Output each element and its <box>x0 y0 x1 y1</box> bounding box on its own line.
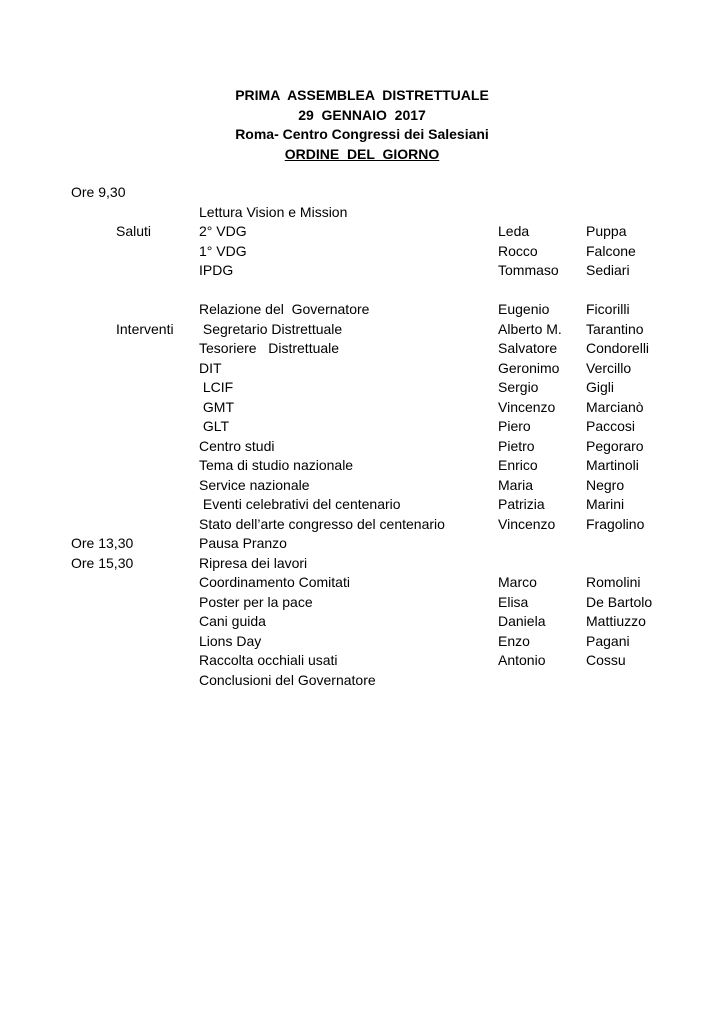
speaker-first-name: Pietro <box>498 437 535 454</box>
agenda-list <box>0 183 724 690</box>
agenda-row <box>0 203 724 223</box>
speaker-last-name: Pagani <box>586 632 630 649</box>
speaker-first-name: Marco <box>498 574 537 590</box>
agenda-row <box>0 417 724 437</box>
speaker-first-name: Salvatore <box>498 340 558 356</box>
speaker-first-name: Vincenzo <box>498 398 556 415</box>
agenda-row <box>0 515 724 535</box>
speaker-last-name: Falcone <box>586 242 636 259</box>
agenda-row <box>0 437 724 457</box>
speaker-first-name: Antonio <box>498 652 546 668</box>
agenda-row <box>0 398 724 418</box>
speaker-last-name: Tarantino <box>586 320 644 337</box>
speaker-first-name: Vincenzo <box>498 515 556 532</box>
agenda-time: Ore 15,30 <box>71 554 134 571</box>
agenda-item: Relazione del Governatore <box>199 301 370 317</box>
agenda-row <box>0 495 724 515</box>
speaker-last-name: Negro <box>586 476 625 493</box>
speaker-last-name: Gigli <box>586 379 615 395</box>
speaker-first-name: Enrico <box>498 457 538 473</box>
speaker-last-name: De Bartolo <box>586 593 653 610</box>
agenda-item: Stato dell’arte congresso del centenario <box>199 515 445 532</box>
agenda-heading: ORDINE DEL GIORNO <box>284 145 440 162</box>
assembly-date: 29 GENNAIO 2017 <box>298 106 426 123</box>
agenda-row <box>0 534 724 554</box>
agenda-row <box>0 671 724 691</box>
agenda-row <box>0 573 724 593</box>
agenda-row <box>0 359 724 379</box>
agenda-item: Poster per la pace <box>199 593 313 610</box>
speaker-first-name: Elisa <box>498 593 529 610</box>
speaker-last-name: Pegoraro <box>586 437 644 454</box>
speaker-first-name: Piero <box>498 418 531 434</box>
agenda-row <box>0 300 724 320</box>
agenda-item: Lions Day <box>199 632 262 649</box>
agenda-item: 2° VDG <box>199 223 247 239</box>
agenda-item: GLT <box>199 418 230 434</box>
agenda-row <box>0 554 724 574</box>
agenda-item: IPDG <box>199 262 234 278</box>
agenda-row <box>0 222 724 242</box>
document-header <box>0 86 724 164</box>
agenda-item: Lettura Vision e Mission <box>199 203 348 220</box>
agenda-item: Raccolta occhiali usati <box>199 652 338 668</box>
agenda-row <box>0 456 724 476</box>
agenda-item: Ripresa dei lavori <box>199 554 308 571</box>
agenda-row <box>0 593 724 613</box>
agenda-item: Segretario Distrettuale <box>199 320 343 337</box>
assembly-title: PRIMA ASSEMBLEA DISTRETTUALE <box>235 87 489 103</box>
speaker-first-name: Eugenio <box>498 301 550 317</box>
agenda-row <box>0 261 724 281</box>
speaker-first-name: Daniela <box>498 613 546 629</box>
speaker-last-name: Fragolino <box>586 515 645 532</box>
agenda-row <box>0 612 724 632</box>
agenda-row <box>0 183 724 203</box>
agenda-row <box>0 651 724 671</box>
agenda-time: Ore 9,30 <box>71 184 126 200</box>
speaker-last-name: Ficorilli <box>586 301 630 317</box>
speaker-last-name: Romolini <box>586 574 641 590</box>
agenda-item: GMT <box>199 398 234 415</box>
speaker-last-name: Sediari <box>586 262 630 278</box>
speaker-last-name: Marini <box>586 496 625 512</box>
assembly-venue: Roma- Centro Congressi dei Salesiani <box>235 126 489 142</box>
agenda-time: Ore 13,30 <box>71 535 134 551</box>
speaker-last-name: Mattiuzzo <box>586 613 646 629</box>
speaker-last-name: Cossu <box>586 652 626 668</box>
agenda-item: Tesoriere Distrettuale <box>199 340 340 356</box>
agenda-item: Pausa Pranzo <box>199 535 287 551</box>
speaker-last-name: Condorelli <box>586 340 650 356</box>
speaker-first-name: Rocco <box>498 242 538 259</box>
agenda-item: Coordinamento Comitati <box>199 574 350 590</box>
speaker-last-name: Puppa <box>586 223 627 239</box>
speaker-last-name: Paccosi <box>586 418 636 434</box>
speaker-first-name: Leda <box>498 223 530 239</box>
agenda-item: Eventi celebrativi del centenario <box>199 496 401 512</box>
speaker-last-name: Marcianò <box>586 398 644 415</box>
agenda-row <box>0 281 724 301</box>
agenda-item: Centro studi <box>199 437 275 454</box>
agenda-item: Tema di studio nazionale <box>199 457 354 473</box>
agenda-item: Conclusioni del Governatore <box>199 671 376 688</box>
agenda-row <box>0 339 724 359</box>
speaker-first-name: Sergio <box>498 379 539 395</box>
speaker-first-name: Alberto M. <box>498 320 562 337</box>
agenda-item: Service nazionale <box>199 476 310 493</box>
agenda-item: LCIF <box>199 379 234 395</box>
speaker-first-name: Geronimo <box>498 359 560 376</box>
speaker-first-name: Enzo <box>498 632 530 649</box>
agenda-row <box>0 632 724 652</box>
agenda-row <box>0 320 724 340</box>
speaker-first-name: Maria <box>498 476 534 493</box>
speaker-first-name: Tommaso <box>498 262 559 278</box>
speaker-first-name: Patrizia <box>498 496 545 512</box>
agenda-section: Saluti <box>116 223 152 239</box>
agenda-row <box>0 242 724 262</box>
agenda-section: Interventi <box>116 320 174 337</box>
speaker-last-name: Martinoli <box>586 457 639 473</box>
agenda-item: DIT <box>199 359 222 376</box>
agenda-row <box>0 476 724 496</box>
agenda-item: Cani guida <box>199 613 266 629</box>
agenda-row <box>0 378 724 398</box>
speaker-last-name: Vercillo <box>586 359 632 376</box>
agenda-item: 1° VDG <box>199 242 247 259</box>
